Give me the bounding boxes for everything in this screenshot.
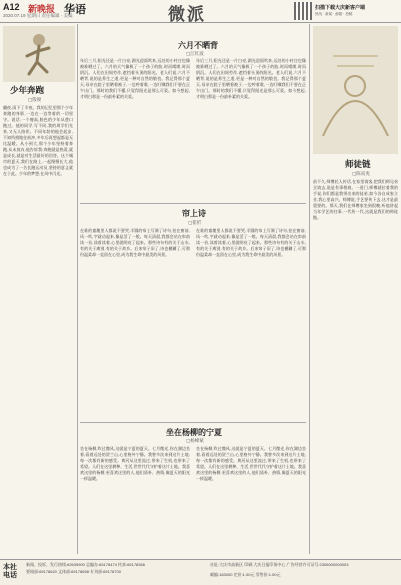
article-body: 前不久,师傅托人传话,在家里请客,把我们师兄弟全请去,说是有事相商。一进门,师傅就拉着我的手说,你们都是我带出来的徒弟,如今各自成家立业,我心里高兴。师傅说,手艺要传下去,这才是最重要的。那天,我们在师傅家坐到很晚,听他讲起当年学艺的往事,一代传一代,这就是我们的师徒链。 — [313, 179, 398, 220]
article-body: 在谁的童趣里人都说不要哭,半圆的帘上写满了诗句,挂在窗前,风一吹,字就动起来,像是活了一般。每天清晨,我都会站在帘前读一首,读着读着,心里就明亮了起来。那些诗句有的关于山水,有的关于离别,有的关于故乡。后来帘子旧了,诗也模糊了,可那份温柔却一直留在心里,成为我生命中最美的风景。 — [80, 228, 190, 257]
article-body: 年后三月,阳光还是一片白亮,湖光迎面吹来,远处的小村庄也像被谁晒过了。六月的天气像极了一个孩子的脸,时而晴朗,时而阴沉。人们在田间劳作,遮挡着头顶的阳光。老人们说,六月不晒背,说的是养生之道,更是一种对自然的敬畏。我记得那个夏天,母亲在院子里晒着被子,一边哼着歌,一边叮嘱我们不要在正午出门。那时的我们不懂,只觉得阳光是那么可爱。如今想起,才明白那是一份最朴素的关爱。 — [196, 58, 306, 99]
footer-line: 邮编:163000 定价:1.00元 零售价:1.00元 — [210, 572, 281, 577]
article-byline: □江红波 — [186, 52, 204, 57]
article-illustration — [3, 26, 75, 82]
article-body: 坐在杨柳,吹过微风,这就是宁夏的夏天。七月微光,你在湖边坐着,看着远处的贺兰山,心里格外宁静。我曾多次来到这片土地,每一次都有新的感受。黄河从这里流过,带来了生机,也带来了希望。人们在这里耕种、生活,世世代代守护着这片土地。我喜欢这里的杨柳,更喜欢这里的人,他们质朴、热情,像夏天的阳光一样温暖。 — [80, 446, 190, 481]
footer-line: 社址:大庆市高新区 印刷:大庆日报印务中心 广告经营许可证号:2306000000003 — [210, 562, 349, 567]
qr-code-icon[interactable] — [294, 2, 312, 20]
column-divider — [309, 24, 310, 554]
footer — [0, 559, 401, 585]
article-body: 年后三月,阳光还是一片白亮,湖光迎面吹来,远处的小村庄也像被谁晒过了。六月的天气像极了一个孩子的脸,时而晴朗,时而阴沉。人们在田间劳作,遮挡着头顶的阳光。老人们说,六月不晒背,说的是养生之道,更是一种对自然的敬畏。我记得那个夏天,母亲在院子里晒着被子,一边哼着歌,一边叮嘱我们不要在正午出门。那时的我们不懂,只觉得阳光是那么可爱。如今想起,才明白那是一份最朴素的关爱。 — [80, 58, 190, 99]
article-title: 师徒链 — [345, 160, 371, 170]
article-byline: □殷俊 — [28, 98, 42, 103]
article-illustration — [313, 26, 398, 154]
article-body: 在谁的童趣里人都说不要哭,半圆的帘上写满了诗句,挂在窗前,风一吹,字就动起来,像是活了一般。每天清晨,我都会站在帘前读一首,读着读着,心里就明亮了起来。那些诗句有的关于山水,有的关于离别,有的关于故乡。后来帘子旧了,诗也模糊了,可那份温柔却一直留在心里,成为我生命中最美的风景。 — [196, 228, 306, 257]
article-title: 帘上诗 — [182, 208, 206, 218]
running-boy-icon — [3, 26, 75, 82]
issue-date: 2020.07.19 星期日 责任编辑 · 美编 — [3, 13, 73, 18]
column-banner: 微派 — [168, 5, 206, 25]
section-divider — [80, 422, 306, 423]
page-number: A12 — [3, 2, 20, 12]
masthead-header — [0, 0, 401, 23]
article-byline: □崔忻 — [188, 221, 202, 226]
section-divider — [80, 203, 306, 204]
article-title: 六月不晒背 — [178, 40, 218, 50]
decorative-ornament-icon — [313, 26, 398, 154]
article-title: 少年奔跑 — [10, 86, 45, 96]
article-byline: □杨峰斌 — [186, 439, 204, 444]
footer-line: 新闻、投诉、发行热线:62639900 总编办:65178474 传真:65178366 — [26, 562, 145, 567]
contact-info: 热线 · 新闻 · 邮箱 · 投稿 — [315, 12, 353, 16]
article-title: 坐在杨柳的宁夏 — [166, 427, 222, 437]
article-body: 坐在杨柳,吹过微风,这就是宁夏的夏天。七月微光,你在湖边坐着,看着远处的贺兰山,心里格外宁静。我曾多次来到这片土地,每一次都有新的感受。黄河从这里流过,带来了生机,也带来了希望。人们在这里耕种、生活,世世代代守护着这片土地。我喜欢这里的杨柳,更喜欢这里的人,他们质朴、热情,像夏天的阳光一样温暖。 — [196, 446, 306, 481]
app-slogan: 扫描下载大庆新客户端 — [315, 5, 366, 11]
footer-line: 要闻部:65178620 文体部:65178658 专刊部:65178700 — [26, 569, 121, 574]
article-byline: □陈寅夷 — [352, 172, 370, 177]
column-divider — [77, 24, 78, 554]
article-body: 翻夜,雨下了半夜。我的记忆里那个少年奔跑的身影,一边在一边等着的一切坚守。说话,一个瘦高,脸色的少年从巷口跑过。他的同学,写不同,我的周学们先来,又无人陪伴。不同年龄的他会起步,不知所措地往前冲,多年后再想起都是无比温暖。从小到大,那个少年坚持着奔跑,从未放弃,他告诉我:奔跑就是热爱,就是成长,就是对生活最好的回答。这个城市的夏天,我们在路上,一起慢慢长大,他也成为了一名长跑运动员,坚持的意义就在于此。少年的梦想,在风中闪光。 — [3, 105, 73, 176]
footer-brand: 本社电话 — [3, 562, 17, 579]
paper-name: 新晚报 — [28, 4, 56, 14]
section-title: 华语 — [64, 3, 86, 16]
